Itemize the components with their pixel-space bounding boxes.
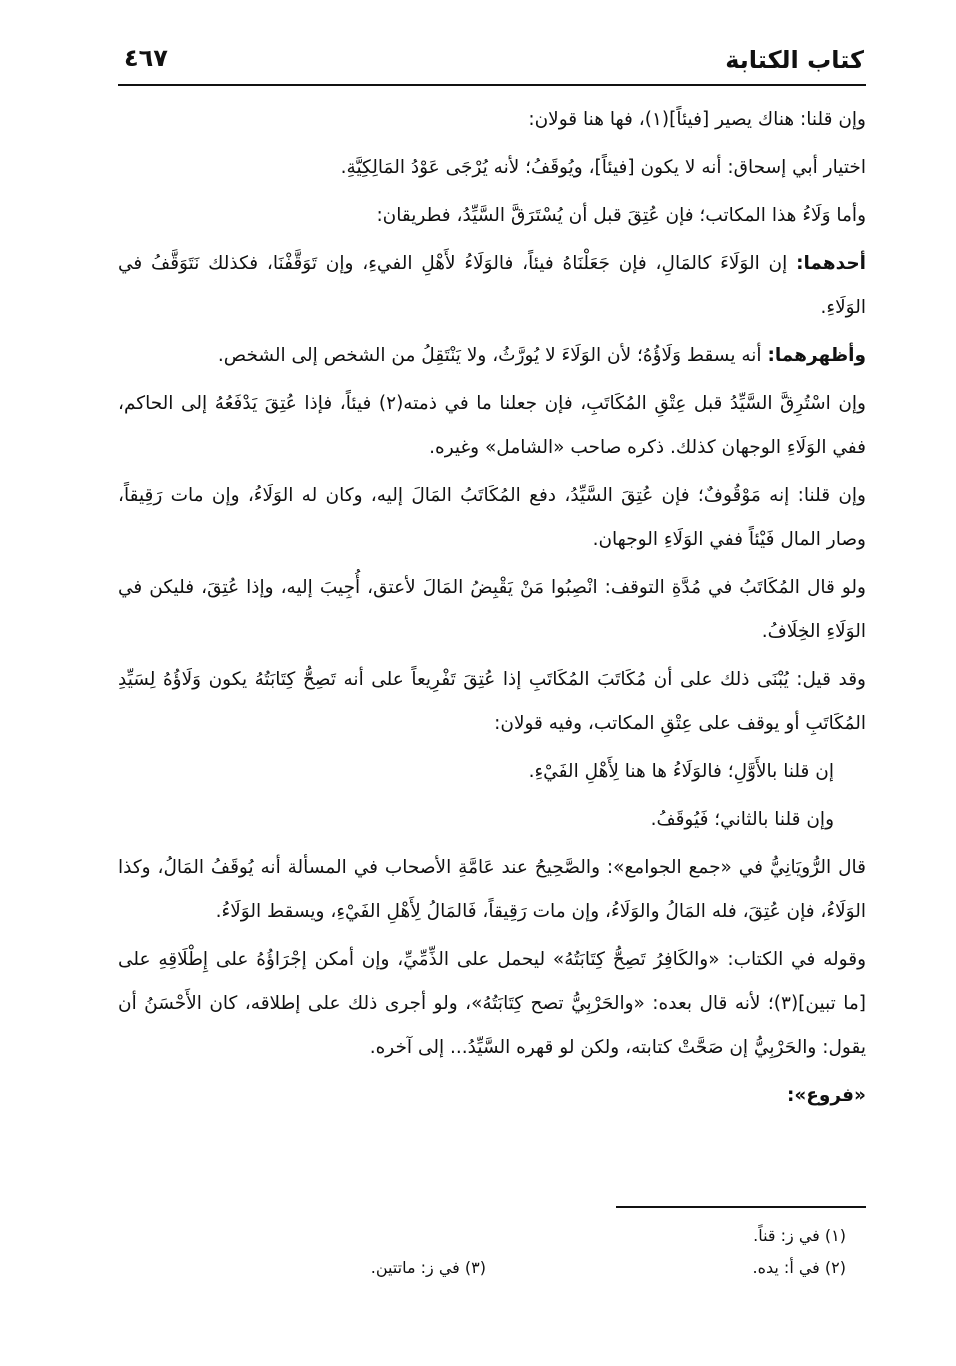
page-header [118, 40, 866, 80]
page-number: ٤٦٧ [124, 44, 168, 72]
footnotes [118, 1220, 866, 1284]
paragraph-lead: أحدهما: [796, 253, 866, 274]
footnote-3: (٣) في ز: ماتتين. [370, 1258, 486, 1277]
footnote-2: (٢) في أ: يده. [752, 1258, 846, 1277]
footnote-row [118, 1252, 866, 1284]
footnote-rule [616, 1206, 866, 1208]
paragraph: وأما وَلَاءُ هذا المكاتب؛ فإن عُتِقَ قبل أن يُسْتَرَقَّ السَّيِّدُ، فطريقان: [376, 205, 866, 226]
header-rule [118, 84, 866, 86]
paragraph-indented: وإن قلنا بالثاني؛ فَيُوقَفُ. [650, 809, 834, 830]
paragraph: وإن قلنا: هناك يصير [فيئاً](١)، فها هنا قولان: [528, 109, 866, 130]
main-text [118, 98, 866, 1122]
footnote-1: (١) في ز: قناً. [753, 1226, 846, 1245]
paragraph: اختيار أبي إسحاق: أنه لا يكون [فيئاً]، ويُوقَفُ؛ لأنه يُرْجَى عَوْدُ المَالِكِيَّةِ. [340, 157, 866, 178]
paragraph: قال الرُّويَانِيُّ في «جمع الجوامع»: والصَّحِيحُ عند عَامَّةِ الأصحاب في المسألة أنه يُوقَفُ المَالُ، وكذا الوَلَاءُ، فإن عُتِقَ، فله المَالُ والوَلَاءُ، وإن مات رَقِيقاً، فَالمَالُ لِأَهْلِ الفَيْءِ، ويسقط الوَلَاءُ. [118, 857, 866, 922]
paragraph: وإن قلنا: إنه مَوْقُوفٌ؛ فإن عُتِقَ السَّيِّدُ، دفع المُكَاتَبُ المَالَ إليه، وكان له الوَلَاءُ، وإن مات رَقِيقاً، وصار المال فَيْئاً ففي الوَلَاءِ الوجهان. [118, 485, 866, 550]
footnote-row [118, 1220, 866, 1252]
paragraph: ولو قال المُكَاتَبُ في مُدَّةِ التوقف: انْصِبُوا مَنْ يَقْبِضُ المَالَ لأعتق، أُجِيبَ إليه، وإذا عُتِقَ، فليكن في الوَلَاءِ الخِلَافُ. [118, 577, 866, 642]
paragraph: وأظهرهما: أنه يسقط وَلَاؤُهُ؛ لأن الوَلَاءَ لا يُورَّثُ، ولا يَنْتَقِلُ من الشخص إلى الشخص. [217, 345, 866, 366]
paragraph: وقوله في الكتاب: «والكَافِرُ تَصِحُّ كِتَابَتُهُ» ليحمل على الذِّمِّيِّ، وإن أمكن إجْرَاؤُهُ على إِطْلَاقِهِ على [ما تبين](٣)؛ لأنه قال بعده: «والحَرْبِيُّ تصح كِتَابَتُهُ»، ولو أجرى ذلك على إطلاقه، كان الأَحْسَنُ أن يقول: والحَرْبِيُّ إن صَحَّتْ كتابته، ولكن لو قهره السَّيِّدُ... إلى آخره. [118, 949, 866, 1058]
paragraph: أحدهما: إن الوَلَاءَ كالمَالِ، فإن جَعَلْنَاهُ فيئاً، فالوَلَاءُ لأَهْلِ الفيءِ، وإن تَوَقَّفْنَا، فكذلك نَتَوَقَّفُ في الوَلَاءِ. [118, 253, 866, 318]
paragraph: وإن اسْتُرِقَّ السَّيِّدُ قبل عِتْقِ المُكَاتَبِ، فإن جعلنا ما في ذمته(٢) فيئاً، فإذا عُتِقَ يَدْفَعُهُ إلى الحاكم، ففي الوَلَاءِ الوجهان كذلك. ذكره صاحب «الشامل» وغيره. [118, 393, 866, 458]
paragraph-indented: إن قلنا بالأَوَّلِ؛ فالوَلَاءُ ها هنا لِأَهْلِ الفَيْءِ. [528, 761, 834, 782]
running-title: كتاب الكتابة [725, 46, 864, 74]
paragraph: وقد قيل: يُبْنَى ذلك على أن مُكَاتَبَ المُكَاتَبِ إذا عُتِقَ تَفْرِيعاً على أنه تَصِحُّ كِتَابَتُهُ يكون وَلَاؤُهُ لِسَيِّدِ المُكَاتَبِ أو يوقف على عِتْقِ المكاتب، وفيه قولان: [118, 669, 866, 734]
paragraph-lead: وأظهرهما: [767, 345, 866, 366]
section-subheading: «فروع»: [786, 1085, 866, 1106]
book-page [118, 0, 866, 1366]
